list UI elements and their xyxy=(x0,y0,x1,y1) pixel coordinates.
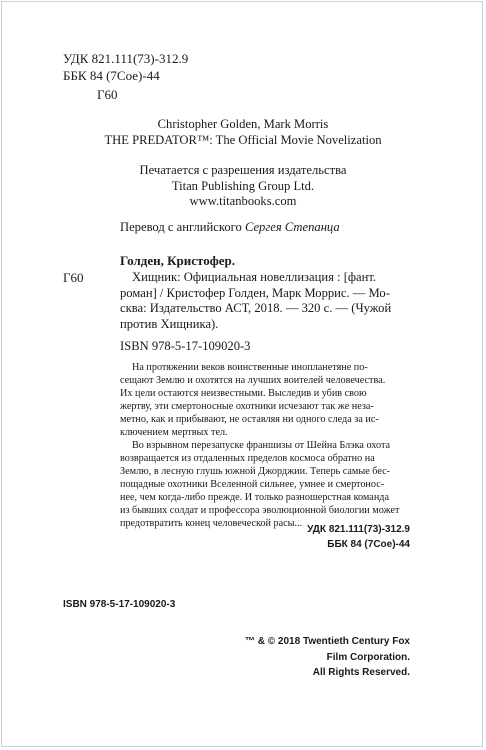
permission-block xyxy=(0,163,486,210)
catalog-line: сква: Издательство АСТ, 2018. — 320 с. — (Чужой xyxy=(120,301,392,315)
annotation-codes xyxy=(307,522,410,552)
copyright-block xyxy=(245,634,410,681)
annotation-line: нее, чем когда-либо прежде. И только разношерстная команда xyxy=(120,492,389,503)
catalog-author-sign: Г60 xyxy=(63,270,84,285)
catalog-description xyxy=(120,270,412,332)
original-title-block xyxy=(0,117,486,148)
permission-website: www.titanbooks.com xyxy=(189,194,297,208)
annotation xyxy=(120,361,412,530)
annotation-line: Их цели остаются неизвестными. Выследив и убив свою xyxy=(120,388,367,399)
bbk-code: ББК 84 (7Сое)-44 xyxy=(63,68,160,83)
author-sign: Г60 xyxy=(97,87,118,102)
catalog-heading: Голден, Кристофер. xyxy=(120,253,235,268)
annotation-udk: УДК 821.111(73)-312.9 xyxy=(307,524,410,535)
translation-prefix: Перевод с английского xyxy=(120,220,242,234)
original-title: THE PREDATOR™: The Official Movie Novelization xyxy=(104,132,382,147)
annotation-line: На протяжении веков воинственные инопланетяне по- xyxy=(132,362,368,373)
annotation-line: Во взрывном перезапуске франшизы от Шейна Блэка охота xyxy=(132,440,391,451)
annotation-line: Землю, в лесную глушь южной Джорджии. Теперь самые бес- xyxy=(120,466,391,477)
annotation-line: жертву, эти смертоносные охотники исчезают так же неза- xyxy=(120,401,374,412)
annotation-line: из бывших солдат и профессора эволюционной биологии может xyxy=(120,505,400,516)
annotation-bbk: ББК 84 (7Сое)-44 xyxy=(327,539,410,550)
catalog-isbn: ISBN 978-5-17-109020-3 xyxy=(120,339,251,353)
copyright-line-3: All Rights Reserved. xyxy=(312,667,410,678)
original-authors: Christopher Golden, Mark Morris xyxy=(157,117,329,131)
catalog-line: Хищник: Официальная новеллизация : [фант. xyxy=(132,270,377,284)
catalog-line: против Хищника). xyxy=(120,316,219,331)
annotation-line: ключением мертвых тел. xyxy=(120,427,228,438)
copyright-line-2: Film Corporation. xyxy=(326,651,410,663)
udk-code: УДК 821.111(73)-312.9 xyxy=(63,51,189,66)
annotation-line: пощадные охотники Вселенной сильнее, умнее и смертонос- xyxy=(120,479,385,490)
catalog-line: роман] / Кристофер Голден, Марк Моррис. — Мо- xyxy=(120,285,390,300)
permission-line-1: Печатается с разрешения издательства xyxy=(139,163,347,177)
bottom-isbn: ISBN 978-5-17-109020-3 xyxy=(63,599,176,610)
annotation-line: предотвратить конец человеческой расы... xyxy=(120,518,303,529)
copyright-line-1: ™ & © 2018 Twentieth Century Fox xyxy=(245,636,410,647)
annotation-line: возвращается из отдаленных пределов космоса обратно на xyxy=(120,453,375,464)
translator-name: Сергея Степанца xyxy=(244,220,340,234)
permission-publisher: Titan Publishing Group Ltd. xyxy=(171,178,315,193)
annotation-line: метно, как и прибывают, не оставляя ни одного следа за ис- xyxy=(120,414,379,425)
annotation-line: сещают Землю и охотятся на лучших воителей человечества. xyxy=(120,375,386,386)
translation-credit xyxy=(120,220,340,235)
